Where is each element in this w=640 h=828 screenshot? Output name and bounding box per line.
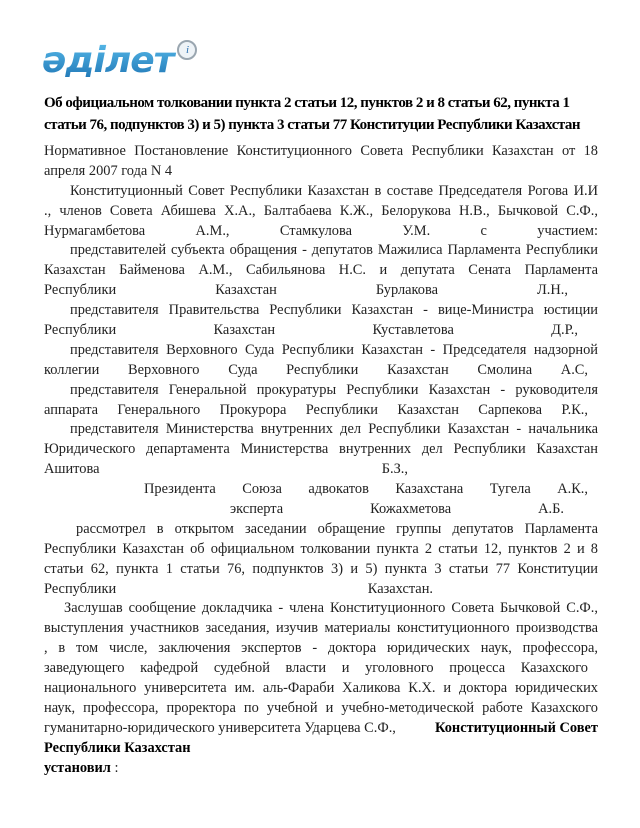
text-line: представителя Верховного Суда Республики Казахстан - Председателя надзорной <box>70 341 598 358</box>
document-body <box>44 142 598 779</box>
text-line: представителей субъекта обращения - депутатов Мажилиса Парламента Республики <box>70 242 598 259</box>
document-page <box>42 38 600 779</box>
text-line: аппарата Генерального Прокурора Республики Казахстан Сарпекова Р.К., <box>44 401 588 418</box>
established-colon: : <box>110 759 119 776</box>
text-line: Нормативное Постановление Конституционного Совета Республики Казахстан от 18 <box>44 143 598 159</box>
established-line <box>44 759 598 779</box>
text-line: статьи 62, пункта 1 статьи 76, подпунктов 3) и 5) пункта 3 статьи 77 Конституции <box>44 560 598 577</box>
document-title: Об официальном толковании пункта 2 статьи 12, пунктов 2 и 8 статьи 62, пункта 1 статьи 76, подпунктов 3) и 5) пункта 3 статьи 77 Конституции Республики Казахстан <box>44 95 581 133</box>
text-line-end: гуманитарно-юридического университета Ударцева С.Ф., <box>44 719 396 736</box>
text-line: Президента Союза адвокатов Казахстана Тугела А.К., <box>144 481 588 498</box>
text-line: Республики Казахстан Куставлетова Д.Р., <box>44 322 578 339</box>
text-line: Заслушав сообщение докладчика - члена Конституционного Совета Бычковой С.Ф., <box>64 600 598 617</box>
text-line: Республики Казахстан об официальном толковании пункта 2 статьи 12, пунктов 2 и 8 <box>44 540 598 557</box>
text-line: коллегии Верховного Суда Республики Казахстан Смолина А.С, <box>44 361 588 378</box>
text-line: Ашитова Б.З., <box>44 461 408 478</box>
council-bold-line: Республики Казахстан <box>44 739 191 756</box>
text-line: , в том числе, заключения экспертов - доктора юридических наук, профессора, <box>44 640 598 657</box>
info-icon: i <box>177 40 197 60</box>
text-line: Конституционный Совет Республики Казахстан в составе Председателя Рогова И.И <box>70 182 598 199</box>
text-line: национального университета им. аль-Фараби Халикова К.Х. и доктора юридических <box>44 680 598 697</box>
text-line: рассмотрел в открытом заседании обращение группы депутатов Парламента <box>76 520 598 537</box>
text-line: Юридического департамента Министерства внутренних дел Республики Казахстан <box>44 441 598 458</box>
text-line: представителя Министерства внутренних дел Республики Казахстан - начальника <box>70 421 598 438</box>
text-line: ., членов Совета Абишева Х.А., Балтабаева К.Ж., Белорукова Н.В., Бычковой С.Ф., <box>44 202 598 219</box>
logo-row <box>42 38 600 86</box>
adilet-logo[interactable]: әділет <box>42 38 177 84</box>
text-line: заведующего кафедрой судебной власти и уголовного процесса Казахского <box>44 660 588 677</box>
text-line <box>44 719 598 739</box>
text-line: представителя Правительства Республики Казахстан - вице-Министра юстиции <box>70 302 598 319</box>
text-line: выступления участников заседания, изучив материалы конституционного производства <box>44 620 598 637</box>
text-line: наук, профессора, проректора по учебной и учебно-методической работе Казахского <box>44 699 598 716</box>
text-line: Республики Казахстан. <box>44 580 433 597</box>
text-line: Нурмагамбетова А.М., Стамкулова У.М. с участием: <box>44 222 598 239</box>
text-line: Республики Казахстан Бурлакова Л.Н., <box>44 282 568 299</box>
text-line: представителя Генеральной прокуратуры Республики Казахстан - руководителя <box>70 381 598 398</box>
text-line: эксперта Кожахметова А.Б. <box>230 501 564 518</box>
established-label: установил <box>44 759 111 776</box>
text-line: Казахстан Байменова А.М., Сабильянова Н.С. и депутата Сената Парламента <box>44 262 598 279</box>
council-bold: Конституционный Совет <box>435 719 598 736</box>
text-line: апреля 2007 года N 4 <box>44 162 173 179</box>
